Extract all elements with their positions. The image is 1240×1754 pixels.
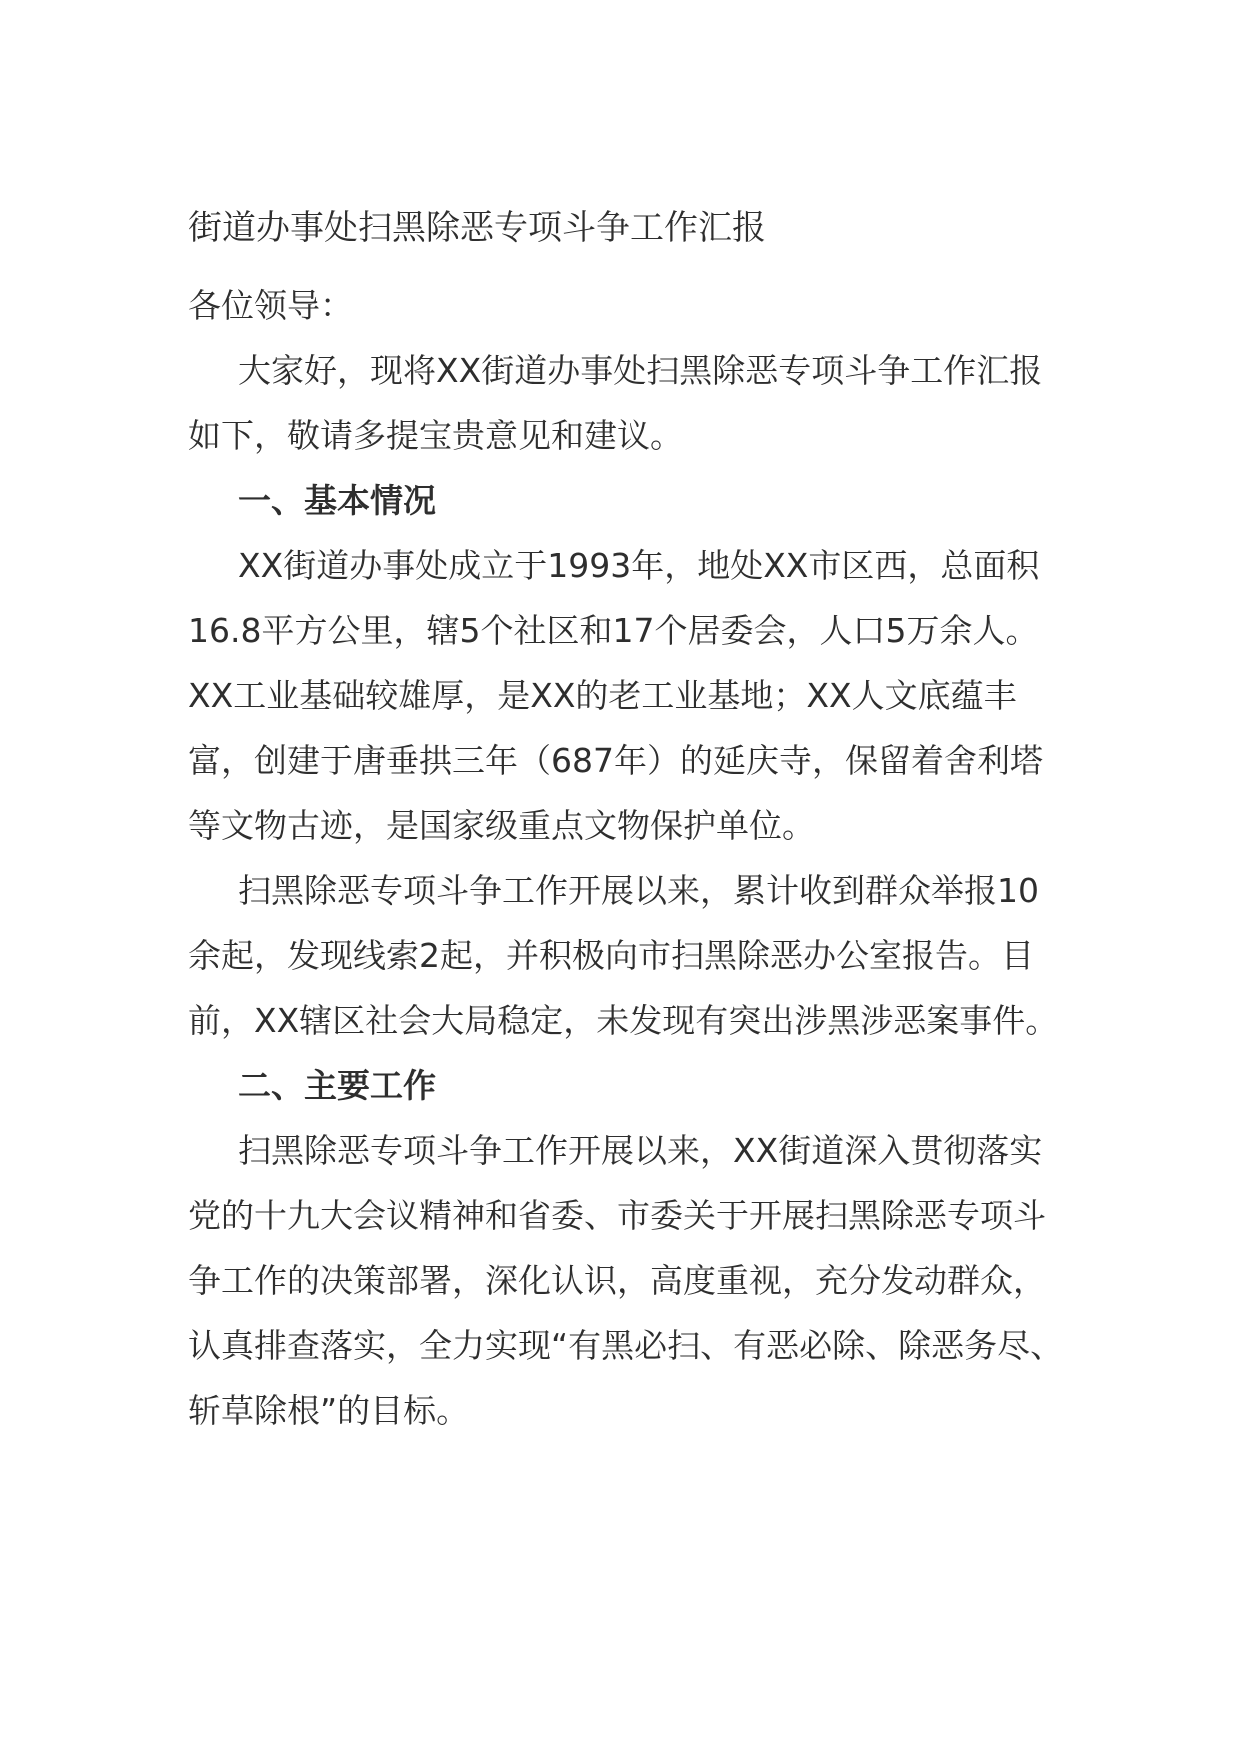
basic-situation-paragraph-1: XX街道办事处成立于1993年，地处XX市区西，总面积16.8平方公里，辖5个社区和17个居委会，人口5万余人。XX工业基础较雄厚，是XX的老工业基地；XX人文底蕴丰富，创建于唐垂拱三年（687年）的延庆寺，保留着舍利塔等文物古迹，是国家级重点文物保护单位。 (188, 546, 1043, 845)
main-work-paragraph-1: 扫黑除恶专项斗争工作开展以来，XX街道深入贯彻落实党的十九大会议精神和省委、市委关于开展扫黑除恶专项斗争工作的决策部署，深化认识，高度重视，充分发动群众，认真排查落实，全力实现“有黑必扫、有恶必除、除恶务尽、斩草除根”的目标。 (188, 1131, 1064, 1430)
section-heading-main-work: 二、主要工作 (238, 1066, 436, 1105)
intro-paragraph: 大家好，现将XX街道办事处扫黑除恶专项斗争工作汇报如下，敬请多提宝贵意见和建议。 (188, 351, 1043, 455)
section-heading-basic-situation: 一、基本情况 (238, 481, 436, 520)
document-title: 街道办事处扫黑除恶专项斗争工作汇报 (188, 208, 766, 248)
basic-situation-paragraph-2: 扫黑除恶专项斗争工作开展以来，累计收到群众举报10余起，发现线索2起，并积极向市扫黑除恶办公室报告。目前，XX辖区社会大局稳定，未发现有突出涉黑涉恶案事件。 (188, 871, 1059, 1040)
document-body (188, 198, 1068, 1443)
salutation: 各位领导： (188, 286, 353, 325)
